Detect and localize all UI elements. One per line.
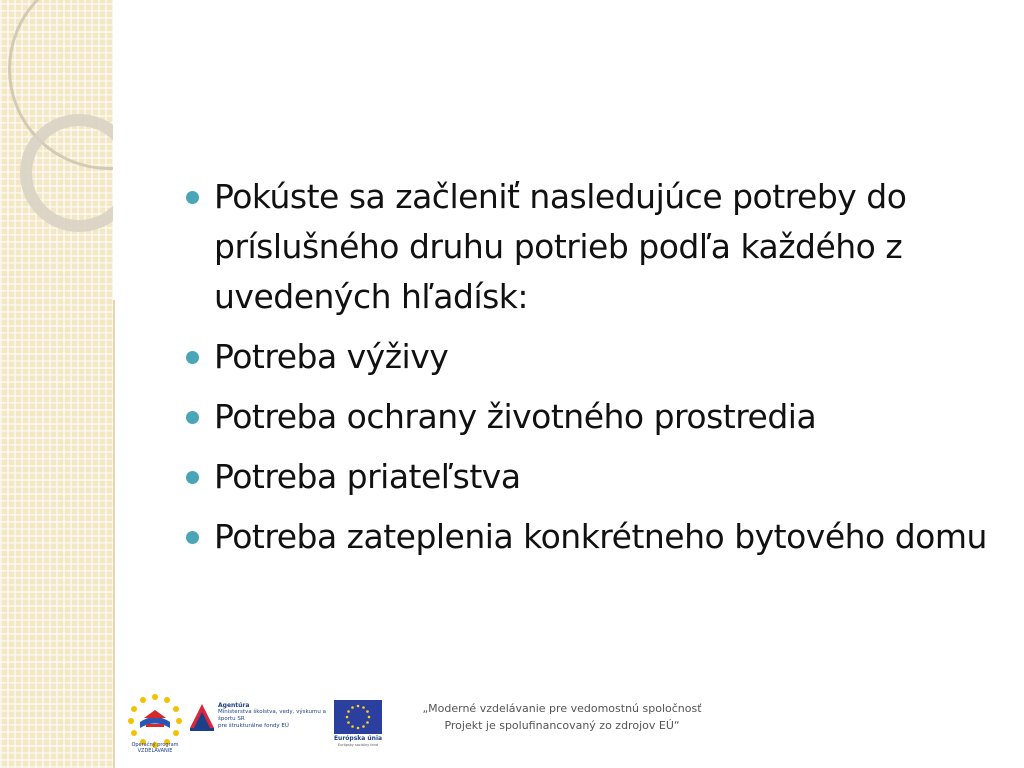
bullet-icon xyxy=(186,531,199,544)
slogan-line: „Moderné vzdelávanie pre vedomostnú spoločnosť xyxy=(422,702,702,715)
footer-slogan xyxy=(412,700,712,734)
bullet-text: Potreba výživy xyxy=(214,337,449,376)
program-logo-caption: Operačný program VZDELÁVANIE xyxy=(131,742,179,754)
bullet-icon xyxy=(186,351,199,364)
bullet-item xyxy=(186,452,996,502)
eu-subcaption: Európsky sociálny fond xyxy=(337,743,379,747)
bullet-item xyxy=(186,512,996,562)
agency-logo xyxy=(188,698,338,738)
agency-text xyxy=(218,702,338,730)
footer-logos xyxy=(120,688,720,758)
bullet-item xyxy=(186,392,996,442)
agency-line: pre štrukturálne fondy EÚ xyxy=(218,723,289,729)
agency-title: Agentúra xyxy=(218,702,250,709)
bullet-item xyxy=(186,172,996,322)
agency-line: Ministerstva školstva, vedy, výskumu a športu SR xyxy=(218,709,326,722)
bullet-icon xyxy=(186,411,199,424)
slogan-line: Projekt je spolufinancovaný zo zdrojov EÚ“ xyxy=(444,719,680,732)
bullet-list xyxy=(186,172,996,572)
bullet-icon xyxy=(186,191,199,204)
bullet-text: Potreba ochrany životného prostredia xyxy=(214,397,817,436)
eu-flag-icon xyxy=(334,700,382,734)
bullet-item xyxy=(186,332,996,382)
agency-book-icon xyxy=(188,700,216,732)
eu-caption: Európska únia xyxy=(333,735,383,742)
bullet-text: Potreba zateplenia konkrétneho bytového domu xyxy=(214,517,987,556)
bullet-text: Potreba priateľstva xyxy=(214,457,521,496)
bullet-text: Pokúste sa začleniť nasledujúce potreby do príslušného druhu potrieb podľa každého z uvedených hľadísk: xyxy=(214,177,907,316)
bullet-icon xyxy=(186,471,199,484)
